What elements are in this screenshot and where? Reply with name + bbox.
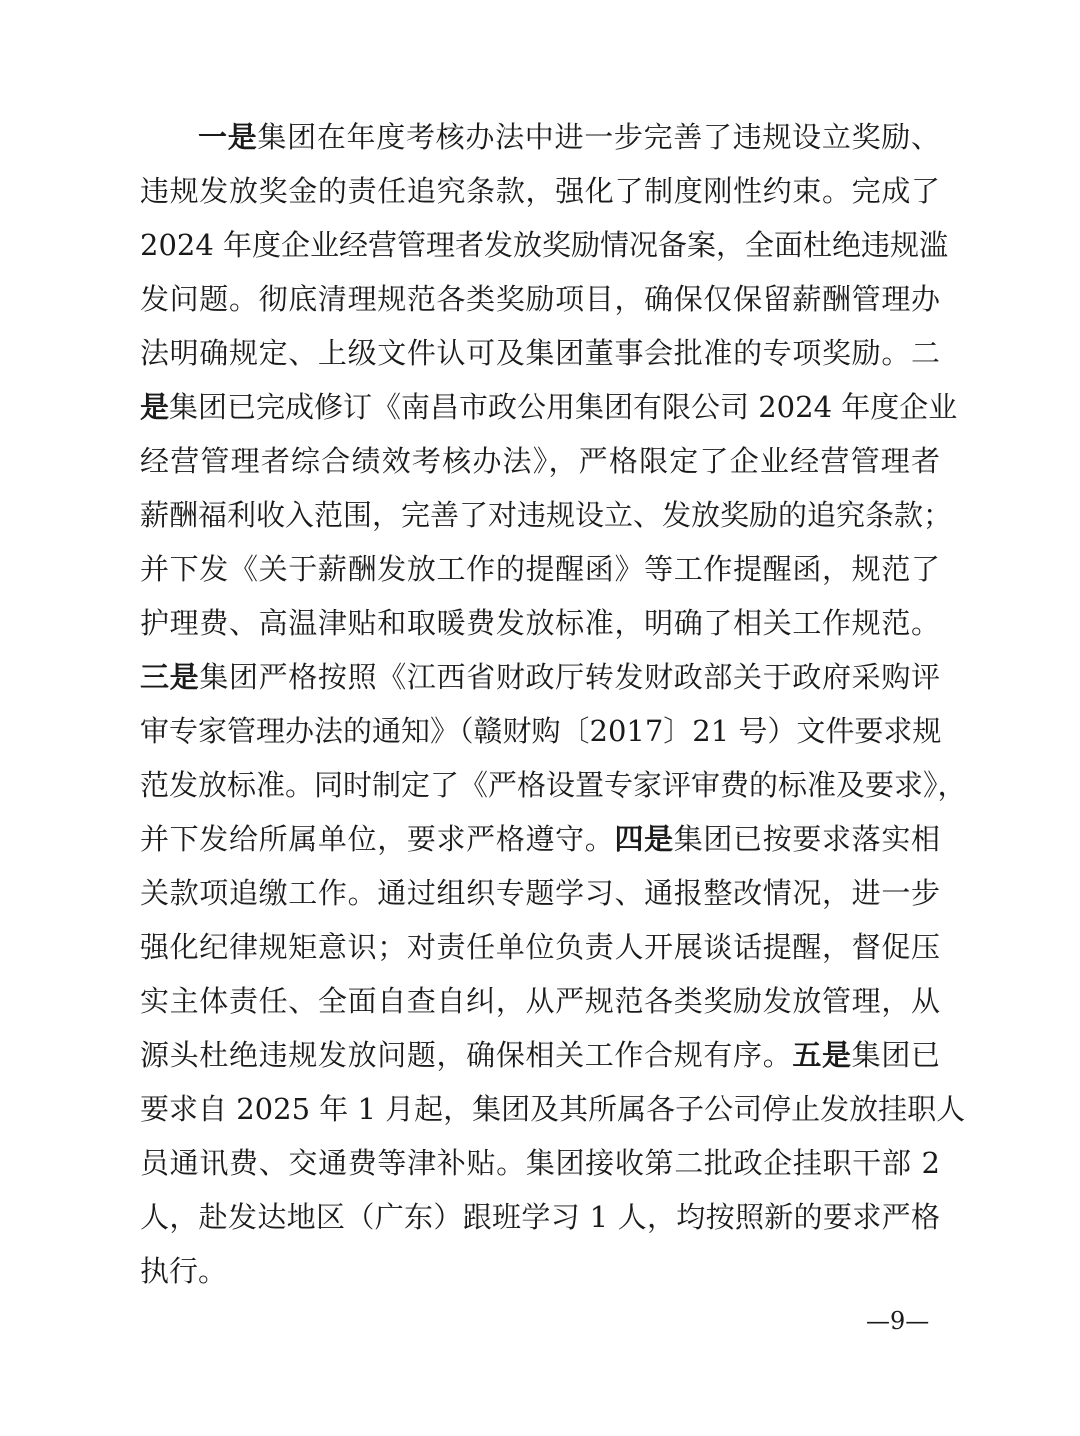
text-run: 2024 年度企业经营管理者发放奖励情况备案，全面杜绝违规滥 xyxy=(140,228,949,262)
text-line xyxy=(140,1136,940,1190)
text-line xyxy=(140,596,940,650)
text-line xyxy=(140,272,940,326)
text-run: 集团在年度考核办法中进一步完善了违规设立奖励、 xyxy=(257,120,940,154)
text-run: 薪酬福利收入范围，完善了对违规设立、发放奖励的追究条款； xyxy=(140,498,953,532)
text-run: 并下发《关于薪酬发放工作的提醒函》等工作提醒函，规范了 xyxy=(140,552,940,586)
text-line xyxy=(140,1190,940,1244)
text-run: 强化纪律规矩意识；对责任单位负责人开展谈话提醒，督促压 xyxy=(140,930,940,964)
text-run: 实主体责任、全面自查自纠，从严规范各类奖励发放管理，从 xyxy=(140,984,940,1018)
page-number: —9— xyxy=(866,1307,930,1335)
text-line xyxy=(140,488,953,542)
text-run: 发问题。彻底清理规范各类奖励项目，确保仅保留薪酬管理办 xyxy=(140,282,940,316)
text-run: 经营管理者综合绩效考核办法》，严格限定了企业经营管理者 xyxy=(140,444,940,478)
text-line xyxy=(140,974,940,1028)
text-run: 要求自 2025 年 1 月起，集团及其所属各子公司停止发放挂职人 xyxy=(140,1092,966,1126)
text-line xyxy=(140,704,940,758)
text-line xyxy=(140,542,940,596)
body-paragraph xyxy=(140,110,967,1298)
text-run: 审专家管理办法的通知》（赣财购〔2017〕21 号）文件要求规 xyxy=(140,714,942,748)
text-line xyxy=(140,1028,940,1082)
text-run: 集团已 xyxy=(851,1038,940,1072)
text-run: 源头杜绝违规发放问题，确保相关工作合规有序。 xyxy=(140,1038,793,1072)
text-run: 并下发给所属单位，要求严格遵守。 xyxy=(140,822,615,856)
text-run: 员通讯费、交通费等津补贴。集团接收第二批政企挂职干部 2 xyxy=(140,1146,940,1180)
text-run: 集团已按要求落实相 xyxy=(673,822,940,856)
text-run: 执行。 xyxy=(140,1254,228,1288)
bold-heading-marker: 一是 xyxy=(198,120,258,154)
text-run: 法明确规定、上级文件认可及集团董事会批准的专项奖励。二 xyxy=(140,336,940,370)
text-line xyxy=(140,1244,940,1298)
text-line xyxy=(140,110,940,164)
text-line xyxy=(140,866,940,920)
text-line xyxy=(140,812,940,866)
text-run: 关款项追缴工作。通过组织专题学习、通报整改情况，进一步 xyxy=(140,876,940,910)
text-line xyxy=(140,1082,966,1136)
bold-heading-marker: 三是 xyxy=(140,660,200,694)
text-line xyxy=(140,758,967,812)
text-run: 集团已完成修订《南昌市政公用集团有限公司 2024 年度企业 xyxy=(169,390,958,424)
text-line xyxy=(140,380,958,434)
text-run: 违规发放奖金的责任追究条款，强化了制度刚性约束。完成了 xyxy=(140,174,940,208)
text-line xyxy=(140,920,940,974)
text-run: 护理费、高温津贴和取暖费发放标准，明确了相关工作规范。 xyxy=(140,606,940,640)
text-line xyxy=(140,650,940,704)
bold-heading-marker: 四是 xyxy=(614,822,674,856)
text-line xyxy=(140,164,940,218)
text-run: 集团严格按照《江西省财政厅转发财政部关于政府采购评 xyxy=(199,660,940,694)
bold-heading-marker: 五是 xyxy=(792,1038,852,1072)
text-run: 范发放标准。同时制定了《严格设置专家评审费的标准及要求》， xyxy=(140,768,967,802)
text-line xyxy=(140,326,940,380)
bold-heading-marker: 是 xyxy=(140,390,170,424)
text-line xyxy=(140,434,940,488)
text-line xyxy=(140,218,949,272)
text-run: 人，赴发达地区（广东）跟班学习 1 人，均按照新的要求严格 xyxy=(140,1200,940,1234)
